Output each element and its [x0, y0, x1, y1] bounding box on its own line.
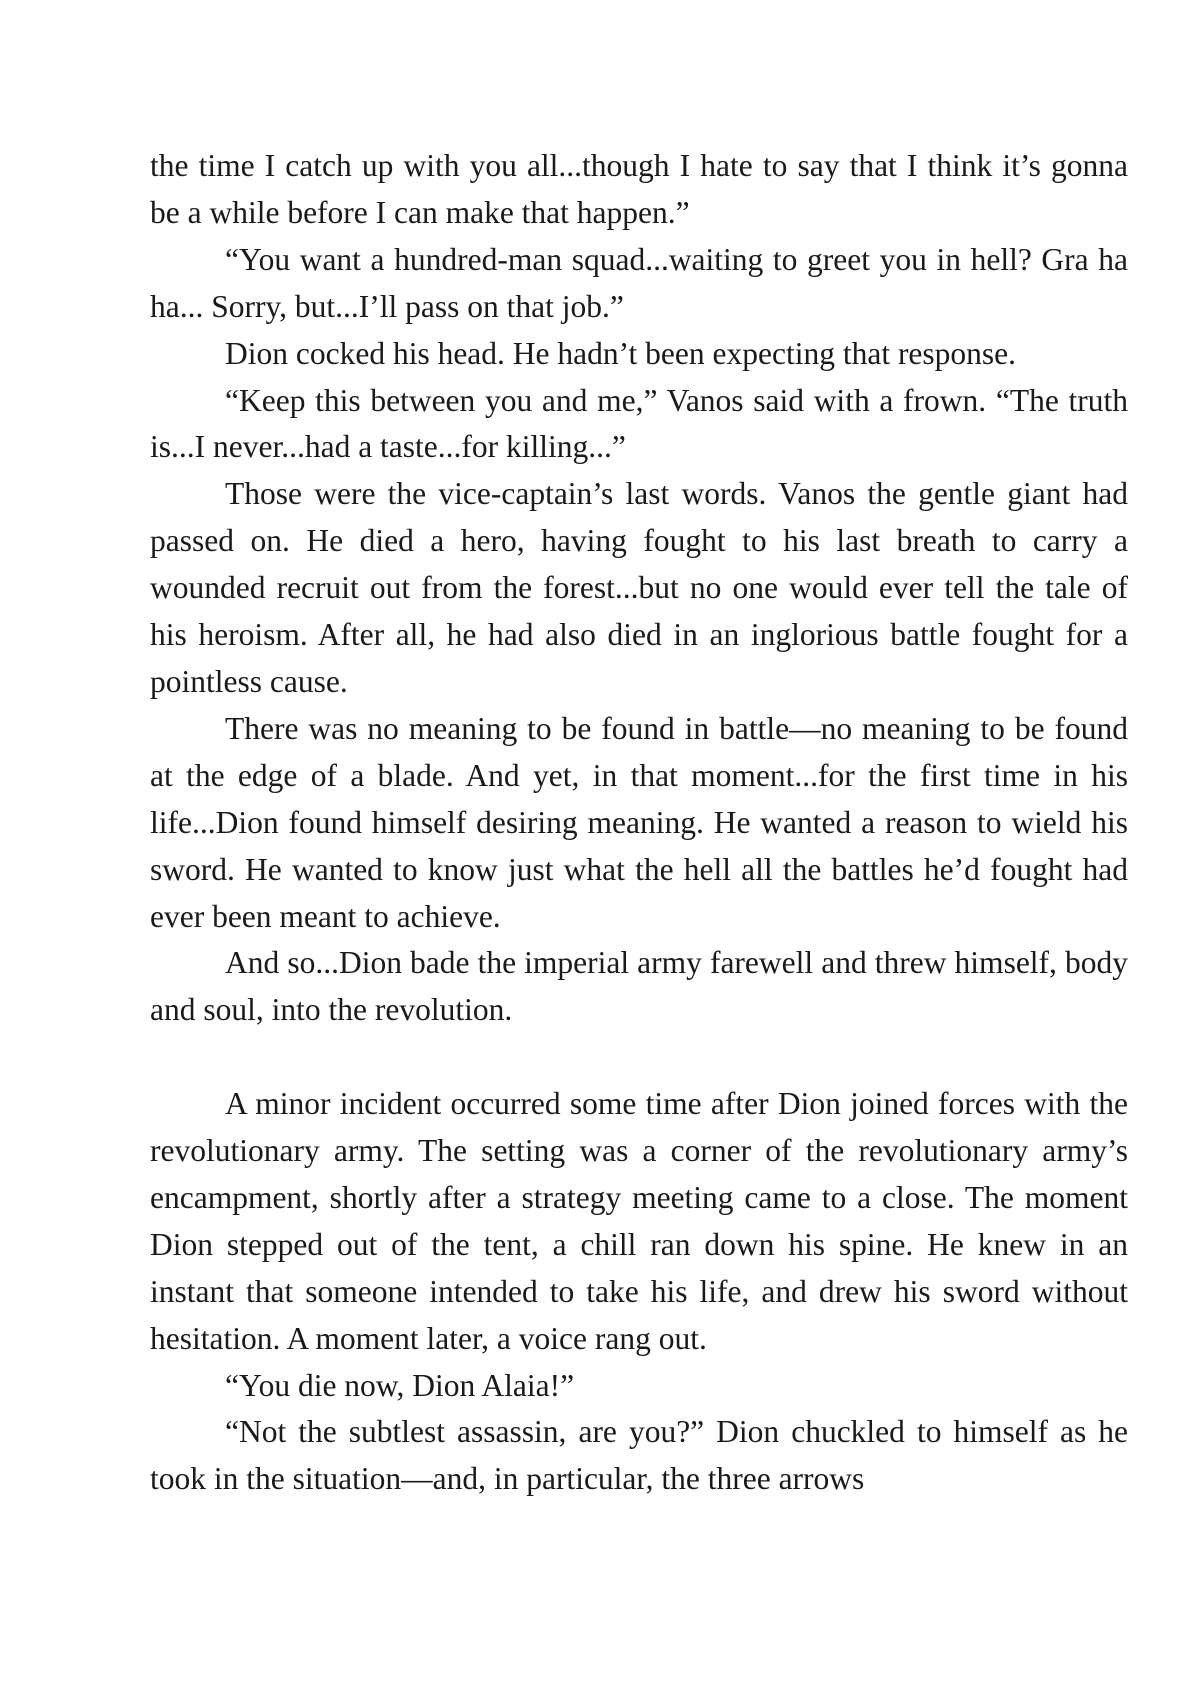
paragraph: A minor incident occurred some time after Dion joined forces with the revolutionary army. The setting was a corner of the revolutionary army’s encampment, shortly after a strategy meeting came to a close. The moment Dion stepped out of the tent, a chill ran down his spine. He knew in an instant that someone intended to take his life, and drew his sword without hesitation. A moment later, a voice rang out.	[150, 1086, 1128, 1356]
paragraph: There was no meaning to be found in battle—no meaning to be found at the edge of a blade. And yet, in that moment...for the first time in his life...Dion found himself desiring meaning. He wanted a reason to wield his sword. He wanted to know just what the hell all the battles he’d fought had ever been meant to achieve.	[150, 710, 1128, 934]
paragraph: Those were the vice-captain’s last words. Vanos the gentle giant had passed on. He died a hero, having fought to his last breath to carry a wounded recruit out from the forest...but no one would ever tell the tale of his heroism. After all, he had also died in an inglorious battle fought for a pointless cause.	[150, 476, 1128, 699]
page-text	[150, 143, 1128, 1503]
paragraph-continuation: the time I catch up with you all...though I hate to say that I think it’s gonna be a while before I can make that happen.”	[150, 148, 1128, 230]
scene-break	[150, 1034, 1128, 1081]
paragraph: And so...Dion bade the imperial army farewell and threw himself, body and soul, into the revolution.	[150, 945, 1128, 1028]
paragraph: “You die now, Dion Alaia!”	[225, 1367, 575, 1403]
paragraph: “Not the subtlest assassin, are you?” Dion chuckled to himself as he took in the situation—and, in particular, the three arrows	[150, 1414, 1128, 1497]
paragraph: Dion cocked his head. He hadn’t been expecting that response.	[225, 335, 1017, 371]
paragraph: “You want a hundred-man squad...waiting to greet you in hell? Gra ha ha... Sorry, but...I’ll pass on that job.”	[150, 241, 1128, 324]
paragraph: “Keep this between you and me,” Vanos said with a frown. “The truth is...I never...had a taste...for killing...”	[150, 382, 1128, 465]
